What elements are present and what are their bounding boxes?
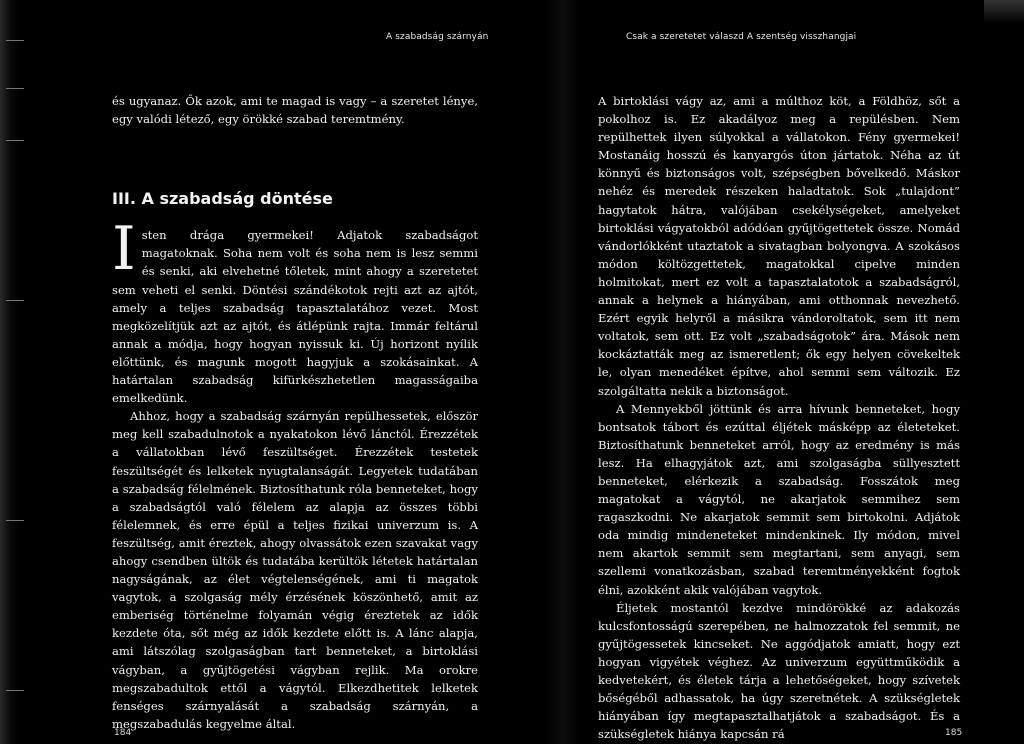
running-head-left: A szabadság szárnyán [386,32,489,42]
body-paragraph: Éljetek mostantól kezdve mindörökké az adakozás kulcsfontosságú szerepében, ne halmozzatok fel semmit, ne gyűjtögessetek kincseket. Ne aggódjatok amiatt, hogy ezt hogyan vigyétek véghez. Az univerzum együttműködik a kedvetekért, és életek tárja a lehetőségeket, hogy szívetek bőségéből adhassatok, ha úgy szeretnétek. A szükségletek hiányában így megtapasztalhatjátok a szabadságot. És a szükségletek hiánya kapcsán rá [598,600,960,742]
page-number-left: 184 [114,728,132,738]
page-corner-shadow [984,0,1024,24]
body-paragraph: Ahhoz, hogy a szabadság szárnyán repülhessetek, először meg kell szabadulnotok a nyakatokon lévő lánctól. Érezzétek a vállatokban lévő feszültséget. Érezzétek testetek feszültségét és lelketek nyugtalanságát. Legyetek tudatában a szabadság félelmének. Biztosíthatunk róla benneteket, hogy a szabadságtól való félelem az alapja az összes többi félelemnek, és erre épül a teljes fizikai univerzum is. A feszültség, amit éreztek, ahogy olvassátok ezen szavakat vagy ahogy csendben ültök és tudatába kerültök létetek határtalan nagyságának, az élet végtelenségének, ami ti magatok vagytok, a szolgaság mély érzésének köszönhető, amit az emberiség történelme folyamán végig éreztetek az idők kezdete óta, sőt még az idők kezdete előtt is. A lánc alapja, ami látszólag szolgaságban tart benneteket, a birtoklási vágyban, a gyűjtögetési vágyban rejlik. Ma orokre megszabadultok ettől a vágytól. Elkezdhetitek lelketek fenséges szárnyalását a szabadság szárnyán, a megszabadulás kegyelme által. [112,409,478,731]
book-page-edges [0,0,34,744]
drop-cap: I [112,214,136,285]
body-paragraph: A Mennyekből jöttünk és arra hívunk benneteket, hogy bontsatok tábort és ezúttal éljétek másképp az életeteket. Biztosíthatunk benneteket arról, hogy az eredmény is más lesz. Ha elhagyjátok azt, ami szolgaságba süllyesztett benneteket, elérkezik a szabadság. Fosszátok meg magatokat a vágytól, ne akarjatok semmihez sem ragaszkodni. Ne akarjatok semmit sem birtokolni. Adjátok oda mindig mindeneteket mindenkinek. Ily módon, mivel nem akartok semmit sem megtartani, sem anyagi, sem szellemi vonatkozásban, szabad teremtményekként fogtok élni, azokként akik valójában vagytok. [598,401,960,597]
chapter-body [112,214,478,407]
book-gutter [546,0,580,744]
running-head-right: Csak a szeretetet válaszd A szentség visszhangjai [626,32,857,42]
right-page [598,92,963,743]
page-number-right: 185 [945,728,963,738]
body-paragraph: A birtoklási vágy az, ami a múlthoz köt, a Földhöz, sőt a pokolhoz is. Ez akadályoz meg a repülésben. Nem repülhettek ilyen súlyokkal a vállatokon. Fény gyermekei! Mostanáig hosszú és kanyargós úton jártatok. Néha az út könnyű és biztonságos volt, szépségben bővelkedő. Máskor nehéz és meredek részeken haladtatok. Sok „tulajdont” hagytatok hátra, valójában csekélységeket, amelyeket birtoklási vágyatokból adódóan gyűjtögettetek össze. Nomád vándorlókként utaztatok a sivatagban bolyongva. A szokásos módon költözgettetek, magatokkal cipelve minden holmitokat, mert ez volt a tapasztalatotok a szabadságról, annak a helynek a hiányában, ami otthonnak nevezhető. Ezért egyik helyről a másikra vándoroltatok, sem itt nem voltatok, sem ott. Ez volt „szabadságotok” ára. Mások nem kockáztatták meg az ismeretlent; ők egy helyen cövekeltek le, olyan menedéket építve, ahol semmi sem változik. Ez szolgáltatta nekik a biztonságot. [598,94,960,398]
chapter-title: III. A szabadság döntése [112,189,333,209]
left-page [112,92,478,733]
body-paragraph: sten drága gyermekei! Adjatok szabadságot magatoknak. Soha nem volt és soha nem is lesz semmi és senki, aki elvehetné tőletek, mint ahogy a szeretetet sem veheti el senki. Döntési szándékotok rejti azt az ajtót, amely a teljes szabadság tapasztalatához vezet. Most megközelítjük azt az ajtót, és átlépünk rajta. Immár feltárul annak a módja, hogy hogyan nyissuk ki. Új horizont nyílik előttünk, és magunk mogott hagyjuk a szokásainkat. A határtalan szabadság kifürkészhetetlen magasságaiba emelkedünk. [112,228,478,406]
opening-paragraph: és ugyanaz. Ők azok, ami te magad is vagy – a szeretet lénye, egy valódi létező, egy örökké szabad teremtmény. [112,94,478,127]
